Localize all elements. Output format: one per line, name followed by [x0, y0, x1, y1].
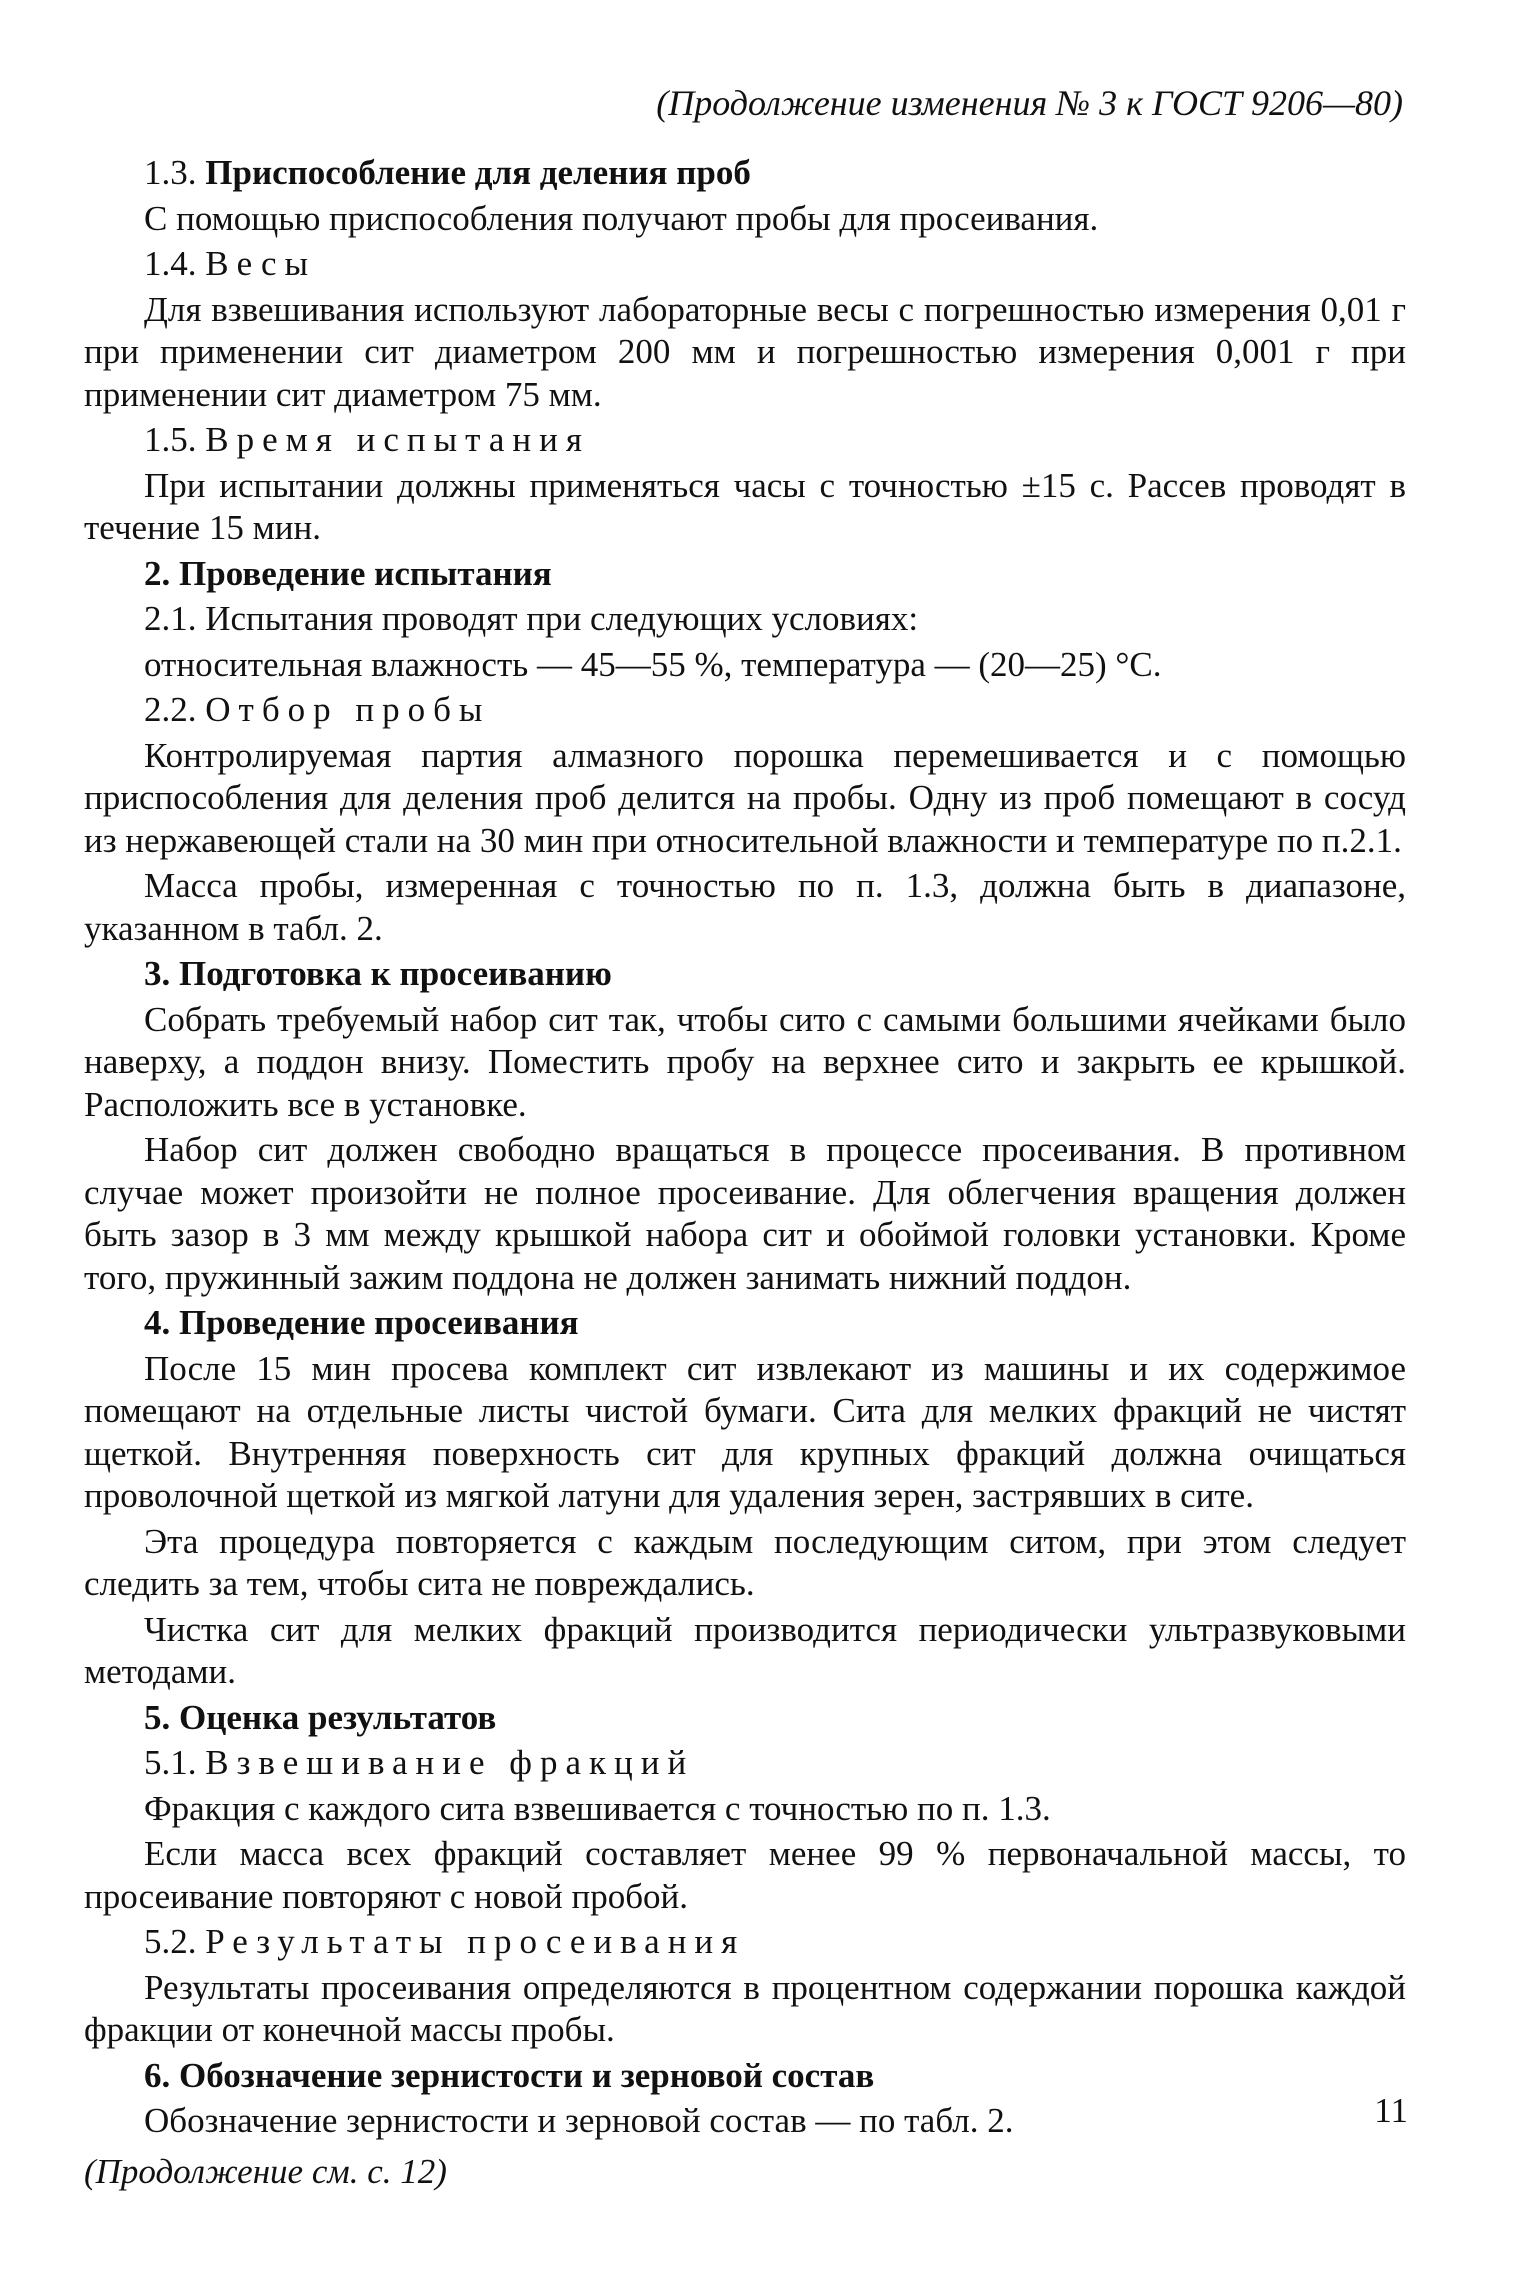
paragraph: Фракция с каждого сита взвешивается с точностью по п. 1.3. — [144, 1788, 1051, 1828]
section-number: 5.2. — [144, 1922, 197, 1961]
section-number: 1.4. — [144, 244, 197, 283]
section-1-5-heading — [84, 419, 1406, 462]
paragraph: С помощью приспособления получают пробы для просеивания. — [144, 198, 1099, 238]
section-5-2-heading — [84, 1921, 1406, 1964]
section-title: Приспособление для деления проб — [205, 153, 751, 192]
section-number: 1.3. — [144, 153, 197, 192]
section-2-2-heading — [84, 689, 1406, 732]
paragraph: Если масса всех фракций составляет менее 99 % первоначальной массы, то просеивание повторяют с новой пробой. — [84, 1834, 1406, 1916]
section-1-3-heading — [84, 152, 1406, 195]
section-title: Взвешивание фракций — [205, 1743, 695, 1782]
page-header: (Продолжение изменения № 3 к ГОСТ 9206—80) — [656, 83, 1403, 123]
paragraph: Набор сит должен свободно вращаться в процессе просеивания. В противном случае может произойти не полное просеивание. Для облегчения вращения должен быть зазор в 3 мм между крышкой набора сит и обоймой головки установки. Кроме того, пружинный зажим поддона не должен занимать нижний поддон. — [84, 1130, 1406, 1297]
section-3-heading: 3. Подготовка к просеиванию — [144, 954, 612, 993]
section-title: Результаты просеивания — [205, 1922, 746, 1961]
continuation-note: (Продолжение см. с. 12) — [84, 2151, 447, 2191]
section-5-1-heading — [84, 1742, 1406, 1785]
paragraph: Масса пробы, измеренная с точностью по п. 1.3, должна быть в диапазоне, указанном в табл. 2. — [84, 866, 1406, 948]
paragraph: Чистка сит для мелких фракций производится периодически ультразвуковыми методами. — [84, 1609, 1406, 1691]
section-number: 1.5. — [144, 420, 197, 459]
document-body — [84, 152, 1406, 2196]
page-number: 11 — [1374, 2091, 1408, 2130]
section-6-heading: 6. Обозначение зернистости и зерновой состав — [144, 2055, 875, 2095]
section-title: Весы — [205, 244, 317, 283]
section-5-heading: 5. Оценка результатов — [144, 1697, 497, 1737]
paragraph: Результаты просеивания определяются в процентном содержании порошка каждой фракции от конечной массы пробы. — [84, 1967, 1406, 2049]
paragraph: 2.1. Испытания проводят при следующих условиях: — [144, 599, 919, 638]
paragraph: Обозначение зернистости и зерновой состав — по табл. 2. — [144, 2101, 1014, 2140]
section-4-heading: 4. Проведение просеивания — [144, 1303, 579, 1342]
paragraph: Для взвешивания используют лабораторные весы с погрешностью измерения 0,01 г при применении сит диаметром 200 мм и погрешностью измерения 0,001 г при применении сит диаметром 75 мм. — [84, 289, 1406, 414]
section-title: Время испытания — [205, 420, 590, 459]
paragraph: При испытании должны применяться часы с точностью ±15 с. Рассев проводят в течение 15 мин. — [84, 465, 1406, 547]
section-2-heading: 2. Проведение испытания — [144, 553, 552, 593]
paragraph: Контролируемая партия алмазного порошка перемешивается и с помощью приспособления для деления проб делится на пробы. Одну из проб помещают в сосуд из нержавеющей стали на 30 мин при относительной влажности и температуре по п.2.1. — [84, 735, 1406, 860]
section-title: Отбор пробы — [205, 690, 491, 729]
paragraph: относительная влажность — 45—55 %, температура — (20—25) °С. — [144, 644, 1162, 684]
paragraph: После 15 мин просева комплект сит извлекают из машины и их содержимое помещают на отдельные листы чистой бумаги. Сита для мелких фракций не чистят щеткой. Внутренняя поверхность сит для крупных фракций должна очищаться проволочной щеткой из мягкой латуни для удаления зерен, застрявших в сите. — [84, 1348, 1406, 1515]
section-number: 5.1. — [144, 1743, 197, 1782]
section-number: 2.2. — [144, 690, 197, 729]
paragraph: Эта процедура повторяется с каждым последующим ситом, при этом следует следить за тем, чтобы сита не повреждались. — [84, 1521, 1406, 1603]
section-1-4-heading — [84, 243, 1406, 286]
paragraph: Собрать требуемый набор сит так, чтобы сито с самыми большими ячейками было наверху, а поддон внизу. Поместить пробу на верхнее сито и закрыть ее крышкой. Расположить все в установке. — [84, 999, 1406, 1124]
